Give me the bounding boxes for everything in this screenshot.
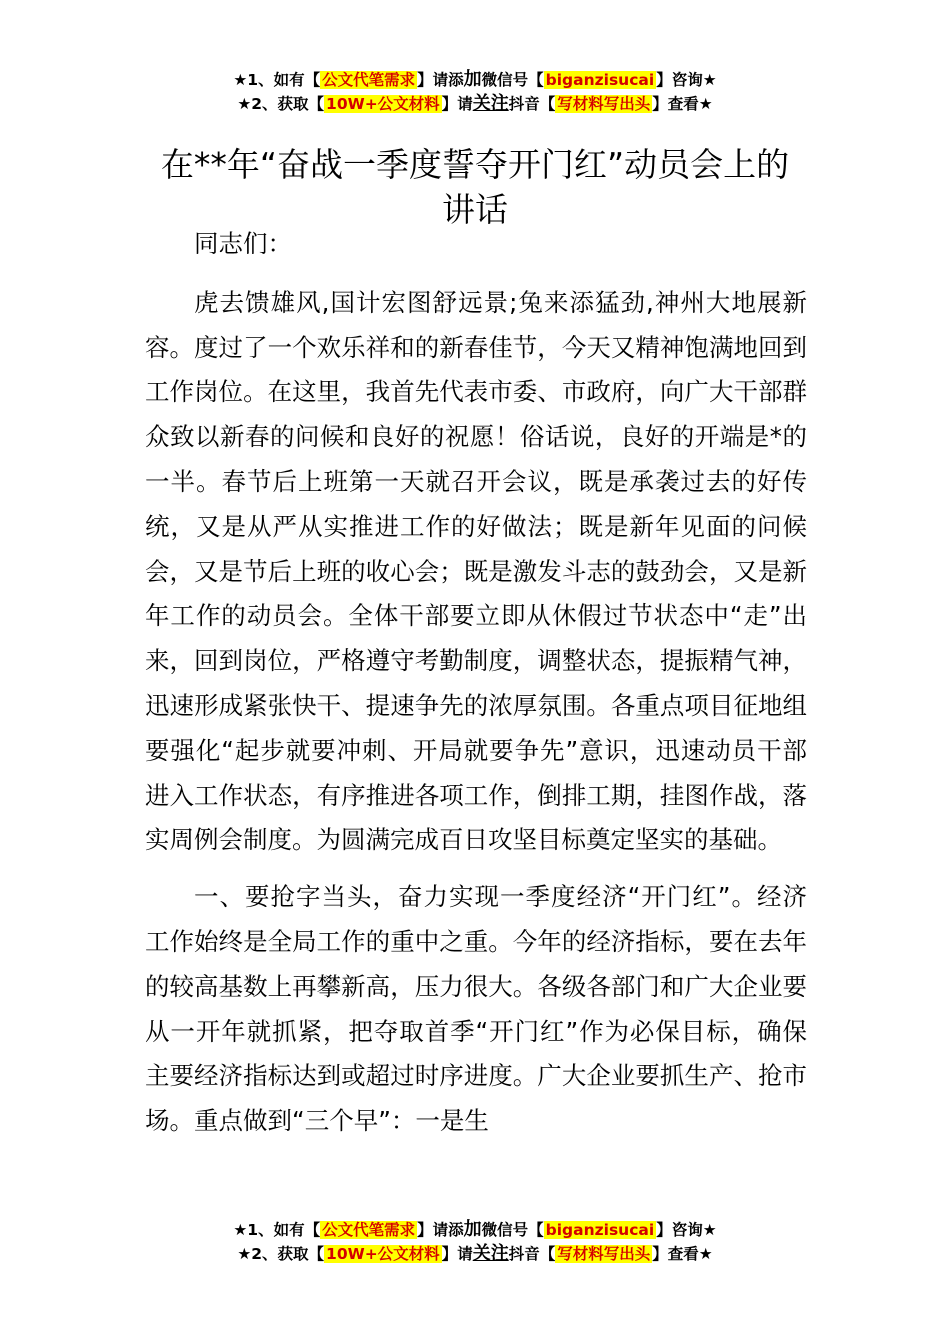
banner-text: 加 xyxy=(463,1219,482,1240)
banner-text: 抖音【 xyxy=(508,95,556,113)
highlight-douyin: 写材料写出头 xyxy=(557,95,651,113)
banner-text: 关注 xyxy=(472,93,509,114)
highlight-materials: 10W+公文材料 xyxy=(326,95,440,113)
greeting: 同志们： xyxy=(194,229,292,258)
banner-text: 抖音【 xyxy=(508,1245,556,1263)
document-title: 在**年“奋战一季度誓夺开门红”动员会上的讲话 xyxy=(160,145,790,230)
banner-text: 加 xyxy=(463,69,482,90)
highlight-douyin: 写材料写出头 xyxy=(557,1245,651,1263)
banner-text: 】请 xyxy=(441,1245,473,1263)
paragraph-intro: 虎去馈雄风,国计宏图舒远景;兔来添猛劲,神州大地展新容。度过了一个欢乐祥和的新春佳节，今天又精神饱满地回到工作岗位。在这里，我首先代表市委、市政府，向广大干部群众致以新春的问候和良好的祝愿！俗话说，良好的开端是*的一半。春节后上班第一天就召开会议，既是承袭过去的好传统，又是从严从实推进工作的好做法；既是新年见面的问候会，又是节后上班的收心会；既是激发斗志的鼓劲会，又是新年工作的动员会。全体干部要立即从休假过节状态中“走”出来，回到岗位，严格遵守考勤制度，调整状态，提振精气神，迅速形成紧张快干、提速争先的浓厚氛围。各重点项目征地组要强化“起步就要冲刺、开局就要争先”意识，迅速动员干部进入工作状态，有序推进各项工作，倒排工期，挂图作战，落实周例会制度。为圆满完成百日攻坚目标奠定坚实的基础。 xyxy=(145,287,807,855)
banner-text: 】查看★ xyxy=(652,95,713,113)
paragraph-section-one: 一、要抢字当头，奋力实现一季度经济“开门红”。经济工作始终是全局工作的重中之重。今年的经济指标，要在去年的较高基数上再攀新高，压力很大。各级各部门和广大企业要从一开年就抓紧，把夺取首季“开门红”作为必保目标，确保主要经济指标达到或超过时序进度。广大企业要抓生产、抢市场。重点做到“三个早”：一是生 xyxy=(145,882,807,1136)
banner-text: 关注 xyxy=(472,1243,509,1264)
banner-line-1 xyxy=(0,1218,950,1242)
banner-text: 微信号【 xyxy=(481,1221,544,1239)
footer-banner xyxy=(0,1218,950,1266)
highlight-service: 公文代笔需求 xyxy=(322,1221,416,1239)
header-banner xyxy=(0,68,950,116)
banner-text: 】请添 xyxy=(417,1221,464,1239)
banner-text: 】请添 xyxy=(417,71,464,89)
banner-text: ★1、如有【 xyxy=(233,1221,321,1239)
banner-text: 微信号【 xyxy=(481,71,544,89)
banner-line-1 xyxy=(0,68,950,92)
banner-text: 】查看★ xyxy=(652,1245,713,1263)
banner-text: ★1、如有【 xyxy=(233,71,321,89)
highlight-service: 公文代笔需求 xyxy=(322,71,416,89)
banner-text: 】咨询★ xyxy=(656,1221,717,1239)
banner-text: 】请 xyxy=(441,95,473,113)
banner-text: 】咨询★ xyxy=(656,71,717,89)
banner-line-2 xyxy=(0,1242,950,1266)
banner-line-2 xyxy=(0,92,950,116)
banner-text: ★2、获取【 xyxy=(237,95,325,113)
highlight-wechat-id: biganzisucai xyxy=(545,1221,655,1239)
banner-text: ★2、获取【 xyxy=(237,1245,325,1263)
document-body xyxy=(145,222,807,1156)
highlight-materials: 10W+公文材料 xyxy=(326,1245,440,1263)
highlight-wechat-id: biganzisucai xyxy=(545,71,655,89)
